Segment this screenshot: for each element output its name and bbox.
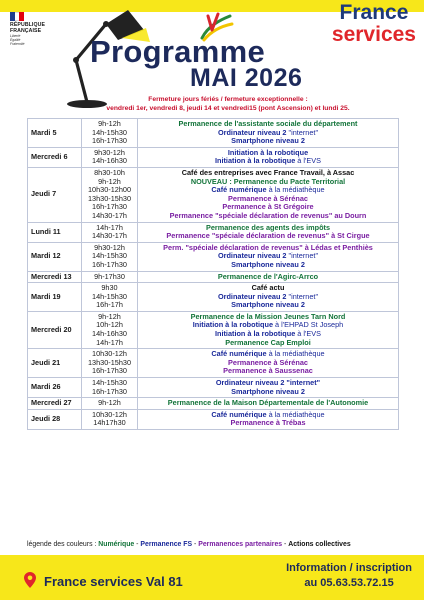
republique-francaise-logo <box>10 12 58 47</box>
schedule-times <box>82 409 138 429</box>
schedule-row <box>28 271 399 283</box>
activity-line <box>140 273 396 282</box>
activity-text: Permanence "spéciale déclaration de revenus" au Dourn <box>169 210 367 220</box>
schedule-activities <box>138 167 399 222</box>
time-slot: 14h-17h <box>96 222 123 232</box>
closure-line2: vendredi 1er, vendredi 8, jeudi 14 et vendredi15 (pont Ascension) et lundi 25. <box>106 105 350 112</box>
time-slot: 14h-17h <box>96 337 123 347</box>
activity-line <box>140 399 396 408</box>
schedule-activities <box>138 222 399 242</box>
time-slot: 9h-12h <box>98 119 121 128</box>
footer-info-line1: Information / inscription <box>286 562 412 574</box>
schedule-table <box>27 118 399 430</box>
fs-logo-line2: services <box>331 23 416 46</box>
schedule-row <box>28 409 399 429</box>
time-slot: 9h30-12h <box>94 147 125 157</box>
schedule-day: Mercredi 20 <box>28 311 82 348</box>
time-slot: 14h-16h30 <box>92 329 127 339</box>
activity-text: "internet" <box>286 127 319 137</box>
activity-text: "internet" <box>286 251 319 261</box>
legend-prefix: légende des couleurs : <box>27 541 99 548</box>
schedule-times <box>82 378 138 398</box>
france-services-logo <box>332 2 416 46</box>
activity-text: Permanence "spéciale déclaration de revenus" à St Cirgue <box>166 231 370 241</box>
schedule-times <box>82 167 138 222</box>
schedule-row <box>28 283 399 312</box>
schedule-activities <box>138 311 399 348</box>
activity-text: Café numérique <box>211 409 267 419</box>
time-slot: 13h30-15h30 <box>87 193 131 203</box>
legend-numerique: Numérique <box>98 541 135 548</box>
schedule-row <box>28 378 399 398</box>
time-slot: 13h30-15h30 <box>87 357 131 367</box>
schedule-day: Mardi 12 <box>28 242 82 271</box>
activity-text: à l'EVS <box>295 329 321 339</box>
time-slot: 14h-15h30 <box>92 127 127 137</box>
activity-line <box>140 261 396 270</box>
schedule-times <box>82 242 138 271</box>
schedule-activities <box>138 119 399 148</box>
activity-text: "internet" <box>286 291 319 301</box>
time-slot: 10h30-12h00 <box>87 185 131 195</box>
schedule-day: Jeudi 7 <box>28 167 82 222</box>
activity-text: Ordinateur niveau 2 <box>217 251 287 261</box>
activity-text: Permanence de la Maison Départementale de l'Autonomie <box>167 398 369 408</box>
legend-separator: - <box>134 541 141 548</box>
activity-text: Smartphone niveau 2 <box>231 259 305 269</box>
activity-text: à la médiathèque <box>266 349 325 359</box>
republique-line1: RÉPUBLIQUE <box>10 22 46 28</box>
activity-text: Permanence Cap Emploi <box>225 337 311 347</box>
schedule-day: Mercredi 6 <box>28 147 82 167</box>
motto-egalite: Égalité <box>10 37 21 42</box>
schedule-day: Jeudi 21 <box>28 349 82 378</box>
schedule-times <box>82 398 138 410</box>
time-slot: 10h30-12h <box>92 349 127 359</box>
legend-permanence-fs: Permanence FS <box>140 541 193 548</box>
activity-text: Smartphone niveau 2 <box>231 386 305 396</box>
footer-band <box>0 555 424 600</box>
page-subtitle-month: MAI 2026 <box>190 64 303 92</box>
legend-separator: - <box>192 541 199 548</box>
activity-line <box>140 419 396 428</box>
motto-liberte: Liberté <box>10 34 21 39</box>
activity-line <box>140 157 396 166</box>
activity-line <box>140 388 396 397</box>
legend-partenaires: Permanences partenaires <box>198 541 283 548</box>
activity-text: à la médiathèque <box>266 409 325 419</box>
activity-text: Permanence de l'assistante sociale du département <box>178 119 358 128</box>
activity-text: Permanence des agents des impôts <box>205 222 331 232</box>
time-slot: 14h-15h30 <box>92 251 127 261</box>
page-title: Programme <box>90 34 265 69</box>
activity-text: Café des entreprises avec France Travail, à Assac <box>181 167 355 177</box>
time-slot: 9h-12h <box>98 176 121 186</box>
activity-text: à l'EVS <box>295 156 321 166</box>
time-slot: 10h30-12h <box>92 409 127 419</box>
schedule-day: Mardi 19 <box>28 283 82 312</box>
activity-text: à l'EHPAD St Joseph <box>273 320 344 330</box>
schedule-day: Mardi 26 <box>28 378 82 398</box>
legend-separator: - <box>282 541 289 548</box>
schedule-times <box>82 119 138 148</box>
footer-location-name: France services Val 81 <box>44 574 183 589</box>
legend-collectives: Actions collectives <box>288 541 351 548</box>
schedule-row <box>28 349 399 378</box>
activity-text: Perm. "spéciale déclaration de revenus" à Lédas et Penthiès <box>163 242 373 252</box>
activity-line <box>140 232 396 241</box>
activity-line <box>140 137 396 146</box>
time-slot: 16h-17h30 <box>92 136 127 146</box>
time-slot: 14h-15h30 <box>92 291 127 301</box>
schedule-times <box>82 349 138 378</box>
schedule-row <box>28 147 399 167</box>
schedule-row <box>28 119 399 148</box>
time-slot: 9h-17h30 <box>94 271 125 281</box>
closure-notice <box>40 95 416 113</box>
schedule-activities <box>138 398 399 410</box>
activity-text: Initiation à la robotique <box>227 147 309 157</box>
footer-contact <box>286 561 412 591</box>
schedule-activities <box>138 271 399 283</box>
republique-line2: FRANÇAISE <box>10 27 42 34</box>
schedule-times <box>82 283 138 312</box>
schedule-day: Mardi 5 <box>28 119 82 148</box>
color-legend <box>27 541 351 548</box>
location-pin-icon <box>24 572 36 588</box>
activity-text: Permanence à Sérénac <box>228 357 308 367</box>
activity-text: Café actu <box>251 283 285 293</box>
schedule-activities <box>138 242 399 271</box>
time-slot: 16h-17h30 <box>92 386 127 396</box>
schedule-day: Mercredi 13 <box>28 271 82 283</box>
schedule-times <box>82 271 138 283</box>
schedule-row <box>28 242 399 271</box>
schedule-activities <box>138 147 399 167</box>
schedule-day: Mercredi 27 <box>28 398 82 410</box>
schedule-activities <box>138 378 399 398</box>
schedule-activities <box>138 409 399 429</box>
french-flag-icon <box>10 12 24 21</box>
activity-text: Café numérique <box>211 349 267 359</box>
activity-text: Permanence à Trébas <box>230 418 306 428</box>
activity-text: Smartphone niveau 2 <box>231 300 305 310</box>
activity-text: Ordinateur niveau 2 <box>217 291 287 301</box>
schedule-row <box>28 167 399 222</box>
schedule-times <box>82 222 138 242</box>
schedule-activities <box>138 283 399 312</box>
activity-text: à la médiathèque <box>266 185 325 195</box>
schedule-row <box>28 222 399 242</box>
activity-text: Initiation à la robotique <box>192 320 274 330</box>
activity-text: Café numérique <box>211 185 267 195</box>
time-slot: 14h-16h30 <box>92 156 127 166</box>
activity-text: Ordinateur niveau 2 <box>217 127 287 137</box>
time-slot: 9h30 <box>101 283 118 293</box>
activity-text: NOUVEAU : Permanence du Pacte Territorial <box>190 176 346 186</box>
time-slot: 14h-15h30 <box>92 378 127 388</box>
activity-text: Permanence de l'Agirc-Arrco <box>217 271 319 281</box>
time-slot: 9h-12h <box>98 398 121 408</box>
schedule-times <box>82 147 138 167</box>
time-slot: 9h-12h <box>98 311 121 321</box>
schedule-day: Lundi 11 <box>28 222 82 242</box>
time-slot: 16h-17h <box>96 300 123 310</box>
time-slot: 8h30-10h <box>94 167 125 177</box>
closure-line1: Fermeture jours fériés / fermeture exceptionnelle : <box>148 96 308 103</box>
time-slot: 14h17h30 <box>93 418 126 428</box>
time-slot: 16h-17h30 <box>92 366 127 376</box>
fs-logo-line1: France <box>339 1 409 24</box>
activity-line <box>140 339 396 348</box>
activity-text: Initiation à la robotique <box>214 156 296 166</box>
motto-fraternite: Fraternité <box>10 41 25 46</box>
time-slot: 16h-17h30 <box>92 259 127 269</box>
time-slot: 9h30-12h <box>94 242 125 252</box>
footer-phone[interactable]: au 05.63.53.72.15 <box>304 577 394 589</box>
activity-text: Permanence à St Grégoire <box>222 202 314 212</box>
time-slot: 16h-17h30 <box>92 202 127 212</box>
activity-text: Smartphone niveau 2 <box>231 136 305 146</box>
activity-line <box>140 367 396 376</box>
activity-text: Permanence à Sérénac <box>228 193 308 203</box>
schedule-day: Jeudi 28 <box>28 409 82 429</box>
activity-text: Initiation à la robotique <box>214 329 296 339</box>
schedule-row <box>28 398 399 410</box>
schedule-row <box>28 311 399 348</box>
activity-text: Ordinateur niveau 2 "internet" <box>215 378 321 388</box>
schedule-times <box>82 311 138 348</box>
time-slot: 14h30-17h <box>92 210 127 220</box>
time-slot: 10h-12h <box>96 320 123 330</box>
activity-line <box>140 212 396 221</box>
activity-text: Permanence de la Mission Jeunes Tarn Nord <box>190 311 346 321</box>
activity-line <box>140 301 396 310</box>
schedule-activities <box>138 349 399 378</box>
time-slot: 14h30-17h <box>92 231 127 241</box>
activity-text: Permanence à Saussenac <box>223 366 313 376</box>
